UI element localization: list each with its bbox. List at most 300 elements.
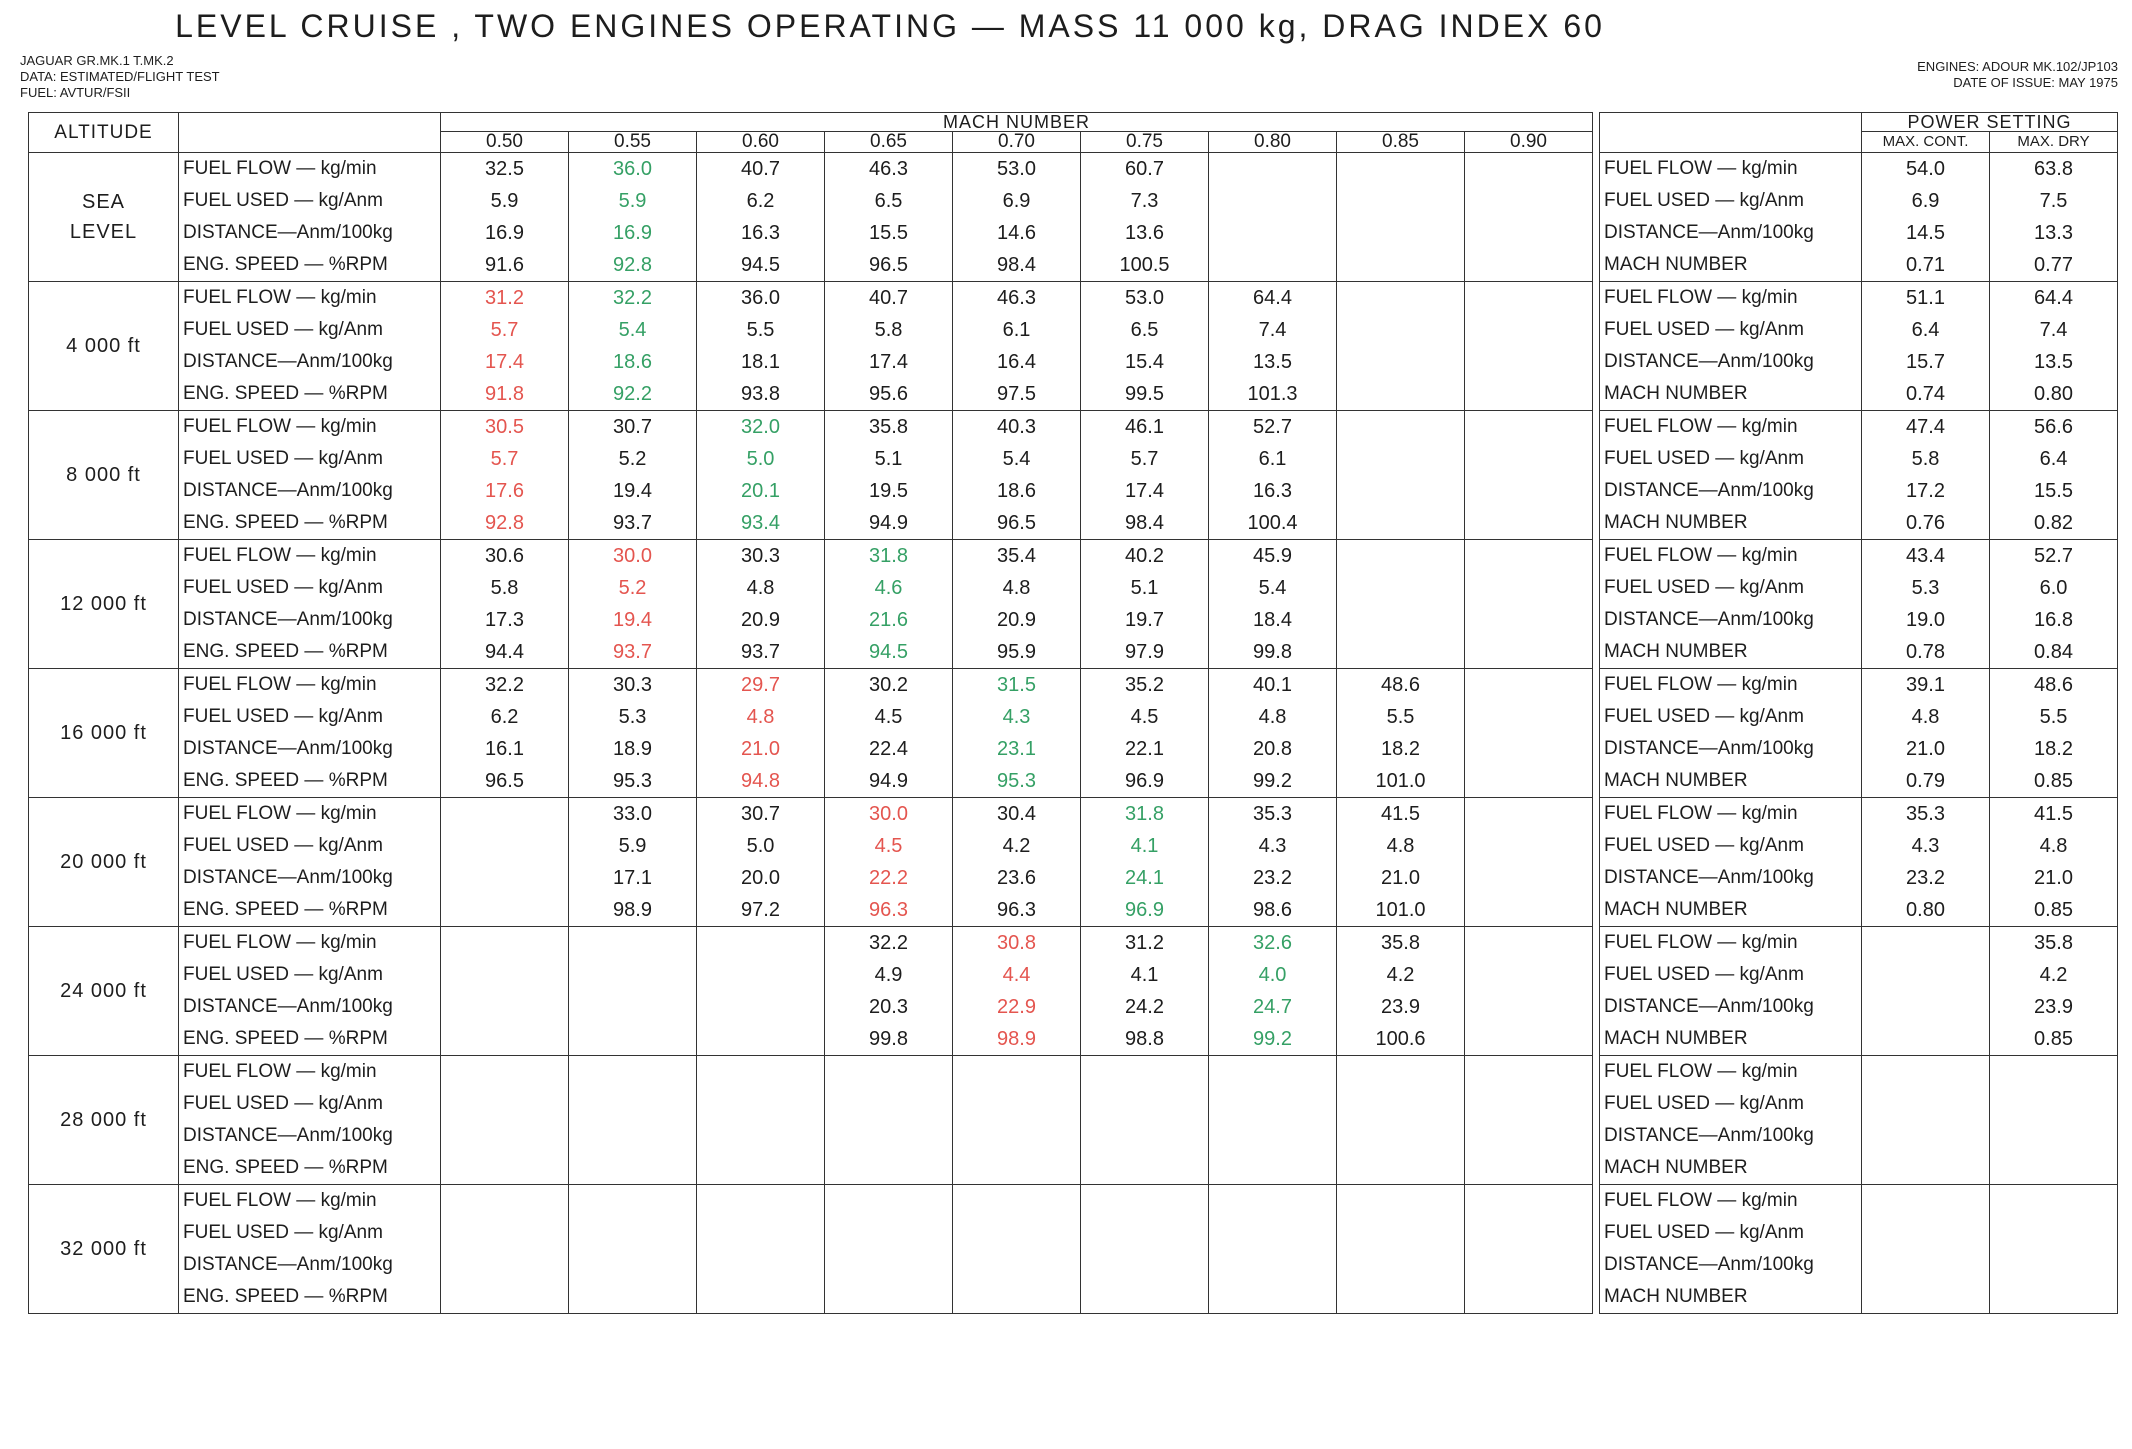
parameter-label: FUEL FLOW — kg/min <box>183 1061 377 1082</box>
value <box>697 1088 824 1120</box>
power-value: 43.4 <box>1906 545 1945 567</box>
value: 98.6 <box>1253 899 1292 921</box>
data-source: DATA: ESTIMATED/FLIGHT TEST <box>20 69 220 84</box>
value: 18.6 <box>613 351 652 373</box>
value <box>953 1217 1080 1249</box>
value: 99.2 <box>1253 1028 1292 1050</box>
value: 7.4 <box>1258 319 1287 341</box>
power-value: 48.6 <box>2034 674 2073 696</box>
altitude-row <box>29 669 2118 798</box>
mach-value-cell <box>441 540 569 669</box>
power-label: FUEL USED — kg/Anm <box>1604 190 1804 211</box>
value: 17.4 <box>869 351 908 373</box>
value: 5.5 <box>746 319 775 341</box>
value <box>825 1088 952 1120</box>
value <box>1081 1249 1208 1281</box>
power-value: 0.78 <box>1906 641 1945 663</box>
value <box>569 1249 696 1281</box>
value: 6.5 <box>1130 319 1159 341</box>
value <box>569 1217 696 1249</box>
power-label: FUEL USED — kg/Anm <box>1604 577 1804 598</box>
value: 30.0 <box>613 545 652 567</box>
value: 46.1 <box>1125 416 1164 438</box>
value: 23.2 <box>1253 867 1292 889</box>
parameter-label: DISTANCE—Anm/100kg <box>183 480 393 501</box>
column-gap <box>1593 927 1600 1056</box>
value: 17.3 <box>485 609 524 631</box>
value <box>569 991 696 1023</box>
power-label: FUEL USED — kg/Anm <box>1604 1093 1804 1114</box>
mach-value-cell <box>953 282 1081 411</box>
value <box>1465 217 1592 249</box>
max-dry-cell <box>1990 153 2118 282</box>
value <box>441 1088 568 1120</box>
value: 45.9 <box>1253 545 1292 567</box>
value: 97.2 <box>741 899 780 921</box>
value: 91.8 <box>485 383 524 405</box>
parameter-label: DISTANCE—Anm/100kg <box>183 996 393 1017</box>
value <box>441 1249 568 1281</box>
mach-value-cell <box>1209 927 1337 1056</box>
value <box>697 959 824 991</box>
altitude-row <box>29 411 2118 540</box>
mach-value-cell <box>1081 282 1209 411</box>
mach-value-cell <box>1337 153 1465 282</box>
value: 5.1 <box>874 448 903 470</box>
mach-column-header: 0.70 <box>953 132 1081 153</box>
value: 31.2 <box>485 287 524 309</box>
mach-value-cell <box>697 798 825 927</box>
power-value: 23.2 <box>1906 867 1945 889</box>
value: 92.8 <box>613 254 652 276</box>
value: 95.3 <box>613 770 652 792</box>
value: 23.1 <box>997 738 1036 760</box>
power-labels <box>1600 798 1862 927</box>
parameter-label: FUEL FLOW — kg/min <box>183 545 377 566</box>
value <box>697 927 824 959</box>
parameter-label: FUEL USED — kg/Anm <box>183 448 383 469</box>
value: 101.0 <box>1375 899 1426 921</box>
value <box>441 798 568 830</box>
mach-column-header: 0.50 <box>441 132 569 153</box>
value <box>441 991 568 1023</box>
parameter-labels <box>179 798 441 927</box>
value: 5.4 <box>1258 577 1287 599</box>
mach-value-cell <box>953 411 1081 540</box>
mach-value-cell <box>441 282 569 411</box>
parameter-label: FUEL FLOW — kg/min <box>183 803 377 824</box>
value: 92.8 <box>485 512 524 534</box>
value: 16.1 <box>485 738 524 760</box>
power-label: FUEL FLOW — kg/min <box>1604 674 1798 695</box>
value <box>1465 411 1592 443</box>
power-value: 52.7 <box>2034 545 2073 567</box>
value <box>1465 604 1592 636</box>
value: 32.2 <box>613 287 652 309</box>
value <box>441 1056 568 1088</box>
power-value: 56.6 <box>2034 416 2073 438</box>
value: 52.7 <box>1253 416 1292 438</box>
power-value <box>1862 1023 1989 1055</box>
value <box>953 1249 1080 1281</box>
power-label: MACH NUMBER <box>1604 1028 1748 1049</box>
power-value <box>1862 1281 1989 1313</box>
mach-value-cell <box>441 1056 569 1185</box>
max-cont-cell <box>1862 1056 1990 1185</box>
power-value <box>1990 1088 2117 1120</box>
power-value: 0.85 <box>2034 1028 2073 1050</box>
max-cont-cell <box>1862 153 1990 282</box>
value <box>1209 1249 1336 1281</box>
value <box>569 1056 696 1088</box>
value: 31.8 <box>869 545 908 567</box>
power-value: 6.0 <box>2039 577 2068 599</box>
value: 24.2 <box>1125 996 1164 1018</box>
mach-value-cell <box>953 798 1081 927</box>
value: 96.3 <box>869 899 908 921</box>
value <box>953 1185 1080 1217</box>
value <box>1337 249 1464 281</box>
mach-value-cell <box>825 798 953 927</box>
power-label: FUEL FLOW — kg/min <box>1604 545 1798 566</box>
parameter-label: FUEL FLOW — kg/min <box>183 674 377 695</box>
value <box>1337 1120 1464 1152</box>
power-label: DISTANCE—Anm/100kg <box>1604 738 1814 759</box>
value <box>569 959 696 991</box>
value: 18.4 <box>1253 609 1292 631</box>
power-value: 23.9 <box>2034 996 2073 1018</box>
power-label: FUEL FLOW — kg/min <box>1604 158 1798 179</box>
value <box>1209 217 1336 249</box>
power-value <box>1862 1185 1989 1217</box>
aircraft-info <box>20 53 220 101</box>
parameter-label: FUEL FLOW — kg/min <box>183 932 377 953</box>
altitude-header: ALTITUDE <box>29 113 179 153</box>
power-label: FUEL FLOW — kg/min <box>1604 803 1798 824</box>
mach-value-cell <box>1337 540 1465 669</box>
altitude-cell: 12 000 ft <box>29 540 179 669</box>
value: 35.8 <box>869 416 908 438</box>
value: 17.1 <box>613 867 652 889</box>
power-value: 0.84 <box>2034 641 2073 663</box>
value: 30.5 <box>485 416 524 438</box>
max-cont-cell <box>1862 411 1990 540</box>
mach-value-cell <box>1209 669 1337 798</box>
value <box>1465 1281 1592 1313</box>
mach-column-header: 0.65 <box>825 132 953 153</box>
parameter-labels <box>179 411 441 540</box>
value <box>1465 572 1592 604</box>
value <box>825 1185 952 1217</box>
power-value <box>1990 1120 2117 1152</box>
mach-value-cell <box>569 153 697 282</box>
mach-value-cell <box>697 411 825 540</box>
value: 100.5 <box>1119 254 1170 276</box>
power-label: DISTANCE—Anm/100kg <box>1604 867 1814 888</box>
mach-value-cell <box>441 1185 569 1314</box>
value: 5.7 <box>1130 448 1159 470</box>
power-value: 16.8 <box>2034 609 2073 631</box>
altitude-row <box>29 540 2118 669</box>
value: 32.0 <box>741 416 780 438</box>
parameter-label: FUEL USED — kg/Anm <box>183 577 383 598</box>
mach-value-cell <box>825 282 953 411</box>
power-labels <box>1600 282 1862 411</box>
power-labels <box>1600 411 1862 540</box>
value: 46.3 <box>997 287 1036 309</box>
value: 4.8 <box>746 706 775 728</box>
issue-date: DATE OF ISSUE: MAY 1975 <box>1953 75 2118 90</box>
mach-value-cell <box>697 669 825 798</box>
value: 7.3 <box>1130 190 1159 212</box>
power-value: 4.8 <box>1911 706 1940 728</box>
altitude-row <box>29 153 2118 282</box>
value: 18.9 <box>613 738 652 760</box>
value <box>1465 185 1592 217</box>
value <box>1465 991 1592 1023</box>
value: 19.7 <box>1125 609 1164 631</box>
power-value: 0.77 <box>2034 254 2073 276</box>
value <box>825 1249 952 1281</box>
value <box>953 1056 1080 1088</box>
value <box>1337 1056 1464 1088</box>
power-value <box>1862 959 1989 991</box>
value <box>441 1185 568 1217</box>
value <box>1337 185 1464 217</box>
mach-value-cell <box>1337 1185 1465 1314</box>
value: 13.6 <box>1125 222 1164 244</box>
power-labels <box>1600 1056 1862 1185</box>
value: 94.8 <box>741 770 780 792</box>
power-label: MACH NUMBER <box>1604 641 1748 662</box>
value <box>1465 959 1592 991</box>
mach-column-header: 0.55 <box>569 132 697 153</box>
parameter-label: DISTANCE—Anm/100kg <box>183 867 393 888</box>
parameter-label: DISTANCE—Anm/100kg <box>183 1125 393 1146</box>
column-gap <box>1593 1185 1600 1314</box>
value <box>1465 701 1592 733</box>
value <box>1337 282 1464 314</box>
value <box>953 1152 1080 1184</box>
value <box>1465 475 1592 507</box>
value: 95.6 <box>869 383 908 405</box>
power-value <box>1862 1152 1989 1184</box>
value: 4.0 <box>1258 964 1287 986</box>
value <box>569 1281 696 1313</box>
mach-value-cell <box>1209 282 1337 411</box>
parameter-label: ENG. SPEED — %RPM <box>183 383 388 404</box>
power-value: 17.2 <box>1906 480 1945 502</box>
value <box>697 1185 824 1217</box>
value: 93.8 <box>741 383 780 405</box>
parameter-labels <box>179 1056 441 1185</box>
value <box>441 1217 568 1249</box>
value <box>1337 1217 1464 1249</box>
value: 6.5 <box>874 190 903 212</box>
mach-value-cell <box>1465 540 1593 669</box>
mach-value-cell <box>1081 927 1209 1056</box>
value: 4.4 <box>1002 964 1031 986</box>
value <box>1081 1185 1208 1217</box>
value <box>569 1185 696 1217</box>
mach-value-cell <box>953 1185 1081 1314</box>
mach-value-cell <box>953 669 1081 798</box>
value: 16.9 <box>485 222 524 244</box>
mach-column-header: 0.75 <box>1081 132 1209 153</box>
power-value: 5.3 <box>1911 577 1940 599</box>
value <box>1209 1120 1336 1152</box>
mach-value-cell <box>1081 411 1209 540</box>
value: 20.3 <box>869 996 908 1018</box>
power-value: 35.8 <box>2034 932 2073 954</box>
altitude-cell: 20 000 ft <box>29 798 179 927</box>
mach-value-cell <box>825 1185 953 1314</box>
value: 21.6 <box>869 609 908 631</box>
parameter-label: ENG. SPEED — %RPM <box>183 1286 388 1307</box>
value <box>825 1056 952 1088</box>
max-dry-cell <box>1990 798 2118 927</box>
value <box>1465 1249 1592 1281</box>
max-cont-cell <box>1862 540 1990 669</box>
value <box>1337 540 1464 572</box>
cruise-data-table <box>28 112 2118 1314</box>
value <box>1465 862 1592 894</box>
power-label: FUEL FLOW — kg/min <box>1604 416 1798 437</box>
power-label: MACH NUMBER <box>1604 1157 1748 1178</box>
value <box>697 1023 824 1055</box>
max-dry-cell <box>1990 540 2118 669</box>
power-value: 7.4 <box>2039 319 2068 341</box>
mach-value-cell <box>1337 411 1465 540</box>
value <box>1337 572 1464 604</box>
value <box>1209 153 1336 185</box>
altitude-row <box>29 1185 2118 1314</box>
value: 20.9 <box>997 609 1036 631</box>
power-value <box>1862 1217 1989 1249</box>
value: 35.8 <box>1381 932 1420 954</box>
mach-value-cell <box>825 540 953 669</box>
value <box>1465 378 1592 410</box>
value: 33.0 <box>613 803 652 825</box>
parameter-label: FUEL USED — kg/Anm <box>183 319 383 340</box>
value <box>1465 249 1592 281</box>
mach-value-cell <box>441 411 569 540</box>
mach-value-cell <box>1209 798 1337 927</box>
value: 16.9 <box>613 222 652 244</box>
value <box>697 1281 824 1313</box>
value: 29.7 <box>741 674 780 696</box>
power-value: 4.2 <box>2039 964 2068 986</box>
mach-value-cell <box>1465 153 1593 282</box>
value: 5.9 <box>618 190 647 212</box>
value: 22.4 <box>869 738 908 760</box>
power-label-header <box>1600 113 1862 153</box>
power-label: DISTANCE—Anm/100kg <box>1604 351 1814 372</box>
value <box>441 1281 568 1313</box>
value: 98.4 <box>1125 512 1164 534</box>
value <box>697 1056 824 1088</box>
value: 99.2 <box>1253 770 1292 792</box>
value: 4.2 <box>1386 964 1415 986</box>
value: 95.3 <box>997 770 1036 792</box>
power-value: 41.5 <box>2034 803 2073 825</box>
value: 16.4 <box>997 351 1036 373</box>
value <box>1465 507 1592 539</box>
mach-value-cell <box>441 798 569 927</box>
value: 99.8 <box>869 1028 908 1050</box>
value <box>441 894 568 926</box>
value: 6.1 <box>1002 319 1031 341</box>
value <box>1465 733 1592 765</box>
value: 5.1 <box>1130 577 1159 599</box>
parameter-label: FUEL FLOW — kg/min <box>183 158 377 179</box>
value: 100.6 <box>1375 1028 1426 1050</box>
power-labels <box>1600 153 1862 282</box>
value: 20.8 <box>1253 738 1292 760</box>
value <box>1465 1120 1592 1152</box>
value: 41.5 <box>1381 803 1420 825</box>
power-value <box>1862 1249 1989 1281</box>
value: 91.6 <box>485 254 524 276</box>
value: 30.6 <box>485 545 524 567</box>
aircraft-type: JAGUAR GR.MK.1 T.MK.2 <box>20 53 174 68</box>
value <box>441 830 568 862</box>
value: 94.4 <box>485 641 524 663</box>
value: 15.5 <box>869 222 908 244</box>
value: 17.4 <box>1125 480 1164 502</box>
column-gap <box>1593 282 1600 411</box>
value: 93.4 <box>741 512 780 534</box>
value <box>697 1249 824 1281</box>
mach-value-cell <box>569 540 697 669</box>
power-label: DISTANCE—Anm/100kg <box>1604 1254 1814 1275</box>
mach-value-cell <box>953 540 1081 669</box>
max-dry-cell <box>1990 1056 2118 1185</box>
value <box>441 927 568 959</box>
mach-value-cell <box>953 1056 1081 1185</box>
power-value <box>1990 1281 2117 1313</box>
value: 36.0 <box>741 287 780 309</box>
mach-value-cell <box>1081 153 1209 282</box>
fuel-type: FUEL: AVTUR/FSII <box>20 85 131 100</box>
mach-value-cell <box>697 1056 825 1185</box>
power-value <box>1862 1056 1989 1088</box>
power-value: 0.76 <box>1906 512 1945 534</box>
mach-value-cell <box>1337 669 1465 798</box>
power-value <box>1990 1056 2117 1088</box>
value: 40.7 <box>741 158 780 180</box>
value: 30.3 <box>741 545 780 567</box>
value <box>825 1120 952 1152</box>
parameter-labels <box>179 540 441 669</box>
power-value <box>1862 1088 1989 1120</box>
value: 5.7 <box>490 319 519 341</box>
value: 4.9 <box>874 964 903 986</box>
value <box>953 1088 1080 1120</box>
altitude-row <box>29 798 2118 927</box>
power-value <box>1862 927 1989 959</box>
power-label: FUEL FLOW — kg/min <box>1604 932 1798 953</box>
parameter-label: DISTANCE—Anm/100kg <box>183 351 393 372</box>
mach-value-cell <box>825 153 953 282</box>
altitude-cell: 8 000 ft <box>29 411 179 540</box>
value: 94.5 <box>741 254 780 276</box>
altitude-cell: 32 000 ft <box>29 1185 179 1314</box>
value: 35.3 <box>1253 803 1292 825</box>
parameter-label: DISTANCE—Anm/100kg <box>183 1254 393 1275</box>
value <box>1465 314 1592 346</box>
power-value: 19.0 <box>1906 609 1945 631</box>
